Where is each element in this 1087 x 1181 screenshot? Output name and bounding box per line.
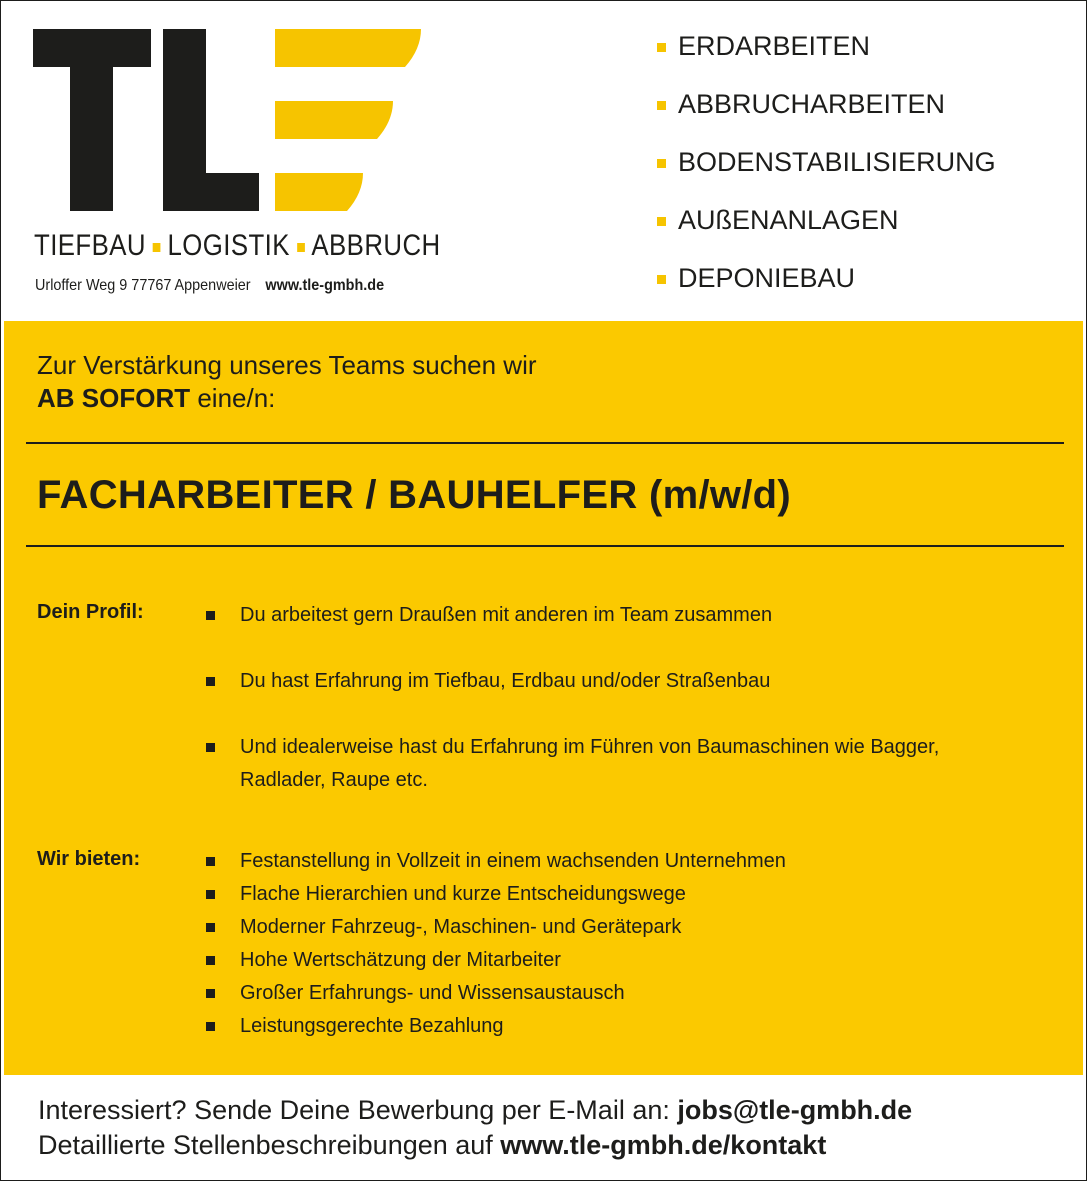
- divider-top: [26, 442, 1064, 444]
- bullet-square-icon: [206, 677, 215, 686]
- service-item: AUßENANLAGEN: [657, 205, 996, 263]
- footer: [1, 1075, 1086, 1180]
- intro-text: [37, 349, 537, 415]
- bullet-square-icon: [206, 989, 215, 998]
- bullet-square-icon: [206, 923, 215, 932]
- bullet-square-icon: [657, 275, 666, 284]
- divider-bottom: [26, 545, 1064, 547]
- list-item: Du arbeitest gern Draußen mit anderen im Team zusammen: [204, 599, 1000, 632]
- service-item: ERDARBEITEN: [657, 31, 996, 89]
- postal-address: Urloffer Weg 9 77767 Appenweier: [35, 277, 251, 294]
- brand-word-tiefbau: TIEFBAU: [34, 229, 146, 262]
- offer-list: [204, 845, 786, 1043]
- bullet-square-icon: [206, 890, 215, 899]
- list-item: Großer Erfahrungs- und Wissensaustausch: [204, 977, 786, 1010]
- list-item: Festanstellung in Vollzeit in einem wachsenden Unternehmen: [204, 845, 786, 878]
- brand-tagline: [34, 229, 441, 263]
- bullet-square-icon: [657, 101, 666, 110]
- service-item: ABBRUCHARBEITEN: [657, 89, 996, 147]
- bullet-square-icon: [206, 857, 215, 866]
- bullet-square-icon: [657, 217, 666, 226]
- list-item: Moderner Fahrzeug-, Maschinen- und Gerätepark: [204, 911, 786, 944]
- services-list: [657, 31, 996, 321]
- service-item: DEPONIEBAU: [657, 263, 996, 321]
- tle-logo: [33, 29, 433, 219]
- offer-label: Wir bieten:: [37, 848, 141, 870]
- intro-line-2: AB SOFORT eine/n:: [37, 383, 276, 413]
- address-line: [35, 277, 384, 295]
- bullet-square-icon: [206, 956, 215, 965]
- service-item: BODENSTABILISIERUNG: [657, 147, 996, 205]
- list-item: Hohe Wertschätzung der Mitarbeiter: [204, 944, 786, 977]
- brand-word-abbruch: ABBRUCH: [311, 229, 441, 262]
- bullet-square-icon: [657, 159, 666, 168]
- list-item: Und idealerweise hast du Erfahrung im Führen von Baumaschinen wie Bagger, Radlader, Raupe etc.: [204, 731, 1000, 797]
- contact-link[interactable]: www.tle-gmbh.de/kontakt: [500, 1130, 827, 1160]
- header: [1, 1, 1086, 321]
- profile-list: [204, 599, 1000, 797]
- bullet-square-icon: [206, 1022, 215, 1031]
- list-item: Du hast Erfahrung im Tiefbau, Erdbau und/oder Straßenbau: [204, 665, 1000, 698]
- list-item: Leistungsgerechte Bezahlung: [204, 1010, 786, 1043]
- bullet-square-icon: [206, 743, 215, 752]
- list-item: Flache Hierarchien und kurze Entscheidungswege: [204, 878, 786, 911]
- job-title: FACHARBEITER / BAUHELFER (m/w/d): [37, 473, 792, 517]
- email-link[interactable]: jobs@tle-gmbh.de: [677, 1095, 913, 1125]
- intro-line-1: Zur Verstärkung unseres Teams suchen wir: [37, 350, 537, 380]
- details-line: Detaillierte Stellenbeschreibungen auf www.tle-gmbh.de/kontakt: [38, 1130, 827, 1160]
- website-link[interactable]: www.tle-gmbh.de: [265, 277, 385, 294]
- separator-square-icon: [297, 243, 305, 252]
- bullet-square-icon: [206, 611, 215, 620]
- apply-line: Interessiert? Sende Deine Bewerbung per E-Mail an: jobs@tle-gmbh.de: [38, 1095, 913, 1125]
- separator-square-icon: [153, 243, 161, 252]
- profile-label: Dein Profil:: [37, 601, 144, 623]
- brand-word-logistik: LOGISTIK: [167, 229, 290, 262]
- bullet-square-icon: [657, 43, 666, 52]
- job-body: [4, 321, 1083, 1075]
